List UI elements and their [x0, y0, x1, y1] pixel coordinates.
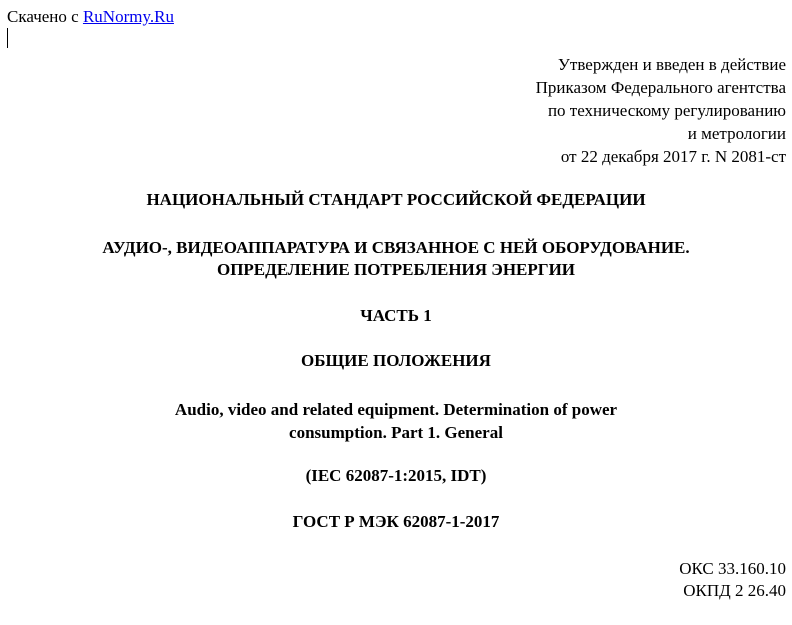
part-heading: ЧАСТЬ 1 — [360, 306, 432, 325]
english-title-line-2: consumption. Part 1. General — [289, 423, 503, 442]
national-standard-heading: НАЦИОНАЛЬНЫЙ СТАНДАРТ РОССИЙСКОЙ ФЕДЕРАЦИИ — [146, 190, 646, 209]
okpd-code: ОКПД 2 26.40 — [683, 581, 786, 600]
iec-reference: (IEC 62087-1:2015, IDT) — [305, 466, 487, 485]
approval-line: и метрологии — [687, 124, 786, 143]
standard-title — [0, 237, 792, 281]
english-title — [0, 398, 792, 444]
approval-line: Утвержден и введен в действие — [557, 55, 786, 74]
standard-title-line-1: АУДИО-, ВИДЕОАППАРАТУРА И СВЯЗАННОЕ С НЕЙ ОБОРУДОВАНИЕ. — [102, 238, 690, 257]
classification-codes — [679, 558, 786, 602]
runormy-link[interactable]: RuNormy.Ru — [82, 7, 174, 26]
approval-block — [536, 53, 786, 168]
text-caret — [7, 28, 8, 48]
general-heading: ОБЩИЕ ПОЛОЖЕНИЯ — [301, 351, 491, 370]
source-line — [7, 7, 174, 27]
approval-line: от 22 декабря 2017 г. N 2081-ст — [560, 147, 786, 166]
approval-line: Приказом Федерального агентства — [535, 78, 786, 97]
source-prefix: Скачено с — [7, 7, 83, 26]
gost-number: ГОСТ Р МЭК 62087-1-2017 — [292, 512, 500, 531]
english-title-line-1: Audio, video and related equipment. Determination of power — [174, 400, 618, 419]
standard-title-line-2: ОПРЕДЕЛЕНИЕ ПОТРЕБЛЕНИЯ ЭНЕРГИИ — [216, 260, 576, 279]
oks-code: ОКС 33.160.10 — [679, 559, 786, 578]
approval-line: по техническому регулированию — [547, 101, 786, 120]
